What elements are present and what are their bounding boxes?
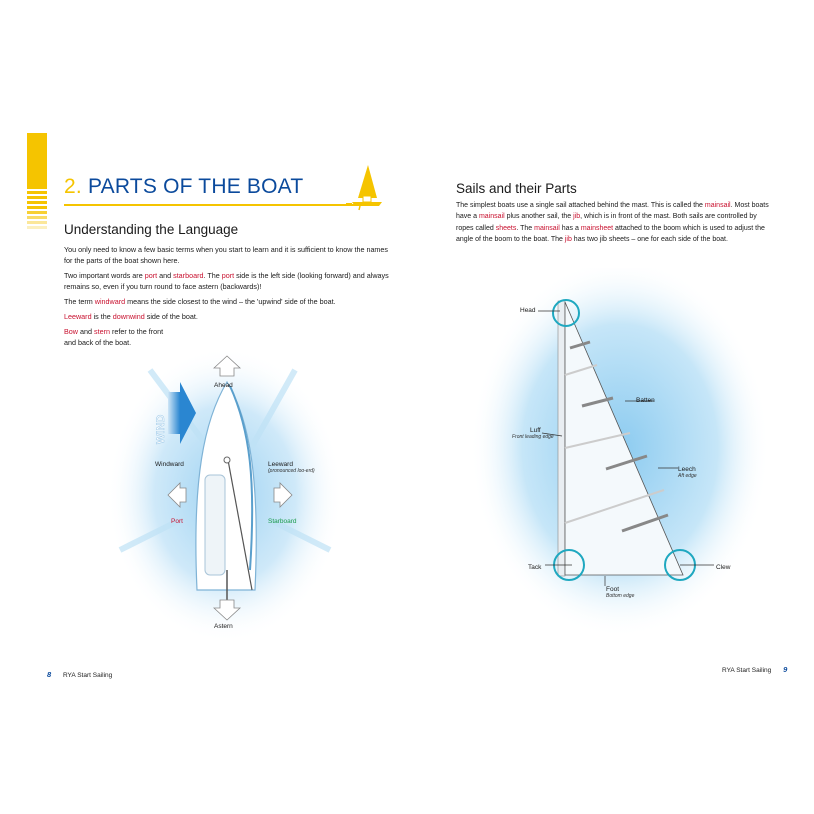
term-mainsail: mainsail: [534, 224, 560, 232]
term-leeward: Leeward: [64, 312, 92, 321]
term-jib: jib: [573, 213, 581, 221]
chapter-title: [64, 175, 303, 199]
term-port: port: [221, 271, 235, 280]
label-head: Head: [520, 307, 536, 314]
sailboat-icon: [346, 162, 388, 212]
page-number-left: 8: [47, 670, 52, 679]
chapter-color-tab: [27, 133, 47, 233]
label-leech: Leech Aft edge: [678, 466, 697, 479]
chapter-title-text: PARTS OF THE BOAT: [87, 175, 304, 198]
label-tack: Tack: [528, 564, 542, 571]
term-windward: windward: [94, 297, 126, 306]
right-footer: [722, 665, 787, 674]
term-bow: Bow: [64, 327, 78, 336]
term-port: port: [144, 271, 158, 280]
sails-paragraph: The simplest boats use a single sail attached behind the mast. This is called the mainsail. Most boats have a mainsail plus another sail, the jib, which is in front of the mast. Both sails are controlled by ropes called sheets. The mainsail has a mainsheet attached to the boom which is used to adjust the angle of the boom to the boat. The jib has two jib sheets – one for each side of the boat.: [456, 202, 769, 243]
section-heading-sails: Sails and their Parts: [456, 181, 577, 196]
left-footer: [47, 670, 112, 679]
label-windward: Windward: [155, 461, 184, 468]
term-stern: stern: [93, 327, 110, 336]
paragraph-2: Two important words are port and starboard. The port side is the left side (looking forward) and always remains so, even if you turn round to face astern (backwards)!: [64, 271, 389, 291]
paragraph-5: Bow and stern refer to the front and back of the boat.: [64, 327, 164, 347]
label-batten: Batten: [636, 397, 655, 404]
label-ahead: Ahead: [214, 382, 233, 389]
label-starboard: Starboard: [268, 518, 297, 525]
label-leeward: Leeward (pronounced loo-erd): [268, 461, 315, 474]
term-sheets: sheets: [495, 224, 517, 232]
page-number-right: 9: [783, 665, 788, 674]
paragraph-3: The term windward means the side closest to the wind – the 'upwind' side of the boat.: [64, 297, 336, 306]
term-mainsail: mainsail: [704, 202, 731, 209]
mast: [558, 301, 565, 576]
label-port: Port: [171, 518, 183, 525]
section-heading-language: Understanding the Language: [64, 222, 239, 237]
label-astern: Astern: [214, 623, 233, 630]
label-luff: Luff Front leading edge: [512, 427, 554, 440]
footer-book-title-right: RYA Start Sailing: [722, 667, 772, 674]
chapter-number: 2.: [64, 175, 82, 198]
paragraph-1: You only need to know a few basic terms when you start to learn and it is sufficient to know the names for the parts of the boat shown here.: [64, 245, 389, 265]
sail-parts-diagram: [470, 268, 790, 638]
footer-book-title-left: RYA Start Sailing: [62, 672, 113, 679]
term-mainsail: mainsail: [478, 213, 505, 221]
label-foot: Foot Bottom edge: [606, 586, 635, 599]
term-mainsheet: mainsheet: [580, 224, 614, 232]
wind-label: WIND: [155, 414, 167, 444]
leeward-pronunciation: (pronounced loo-erd): [268, 468, 315, 474]
term-downwind: downwind: [112, 312, 145, 321]
label-clew: Clew: [716, 564, 731, 571]
paragraph-4: Leeward is the downwind side of the boat.: [64, 312, 198, 321]
term-starboard: starboard: [173, 271, 204, 280]
title-underline: [64, 204, 356, 206]
term-jib: jib: [564, 235, 572, 243]
intro-text: [64, 244, 394, 352]
